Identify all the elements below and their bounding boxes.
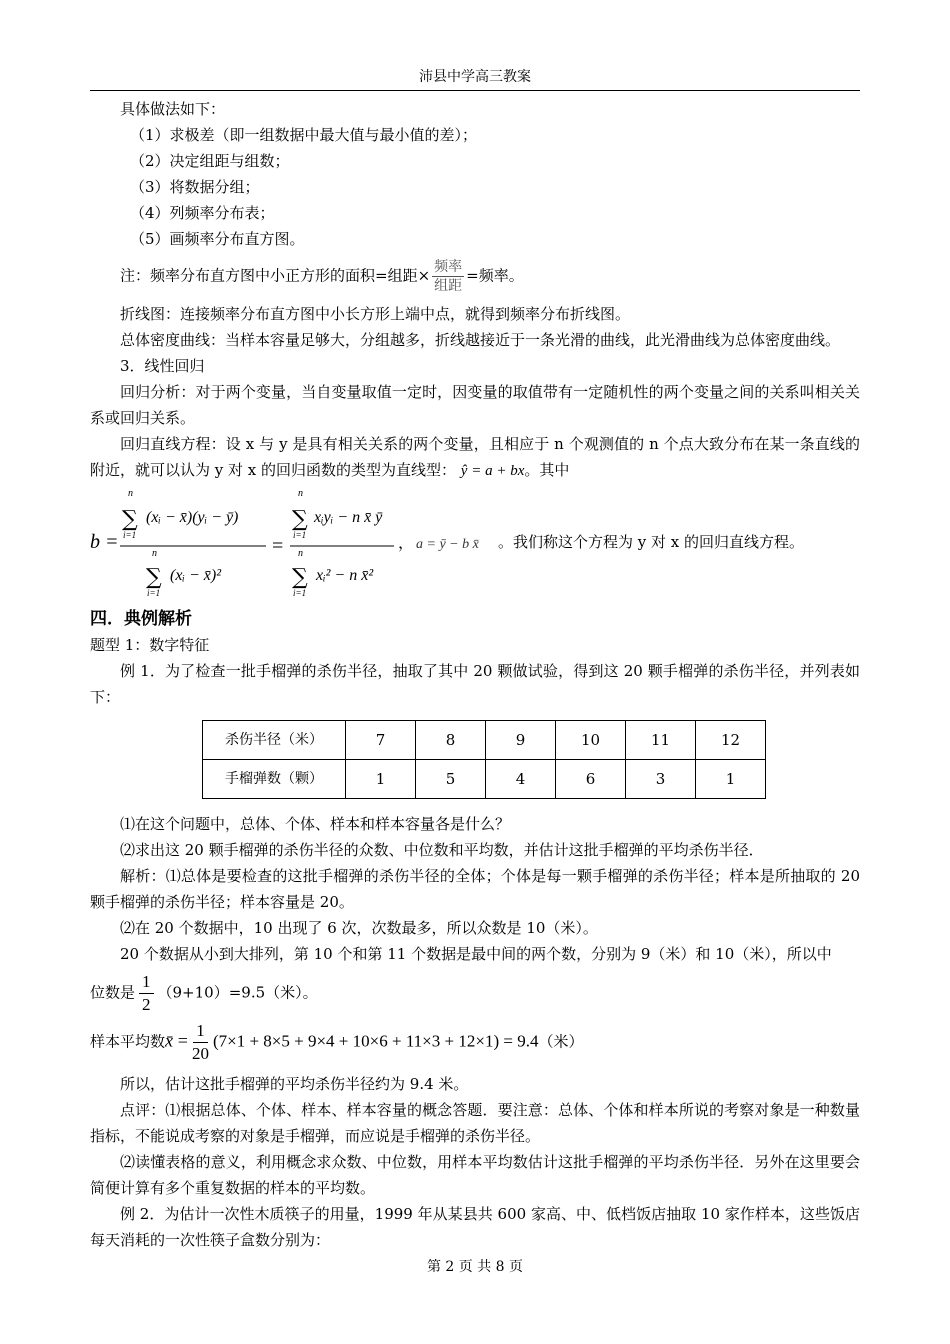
sum-top: n (298, 488, 303, 499)
median-fraction (139, 971, 154, 1016)
solution-1: 解析：⑴总体是要检查的这批手榴弹的杀伤半径的全体；个体是每一颗手榴弹的杀伤半径；样本是所抽取的 20 颗手榴弹的杀伤半径；样本容量是 20。 (90, 867, 860, 911)
table-cell: 4 (486, 760, 556, 799)
table-cell: 1 (696, 760, 766, 799)
polyline-paragraph: 折线图：连接频率分布直方图中小长方形上端中点，就得到频率分布折线图。 (120, 305, 631, 323)
solution-3: 20 个数据从小到大排列，第 10 个和第 11 个数据是最中间的两个数，分别为 9（米）和 10（米），所以中 (120, 945, 832, 963)
regression-line-paragraph (90, 431, 860, 484)
regression-formula-svg (90, 488, 860, 598)
comment-2: ⑵读懂表格的意义，利用概念求众数、中位数，用样本平均数估计这批手榴弹的平均杀伤半径．另外在这里要会简便计算有多个重复数据的样本的平均数。 (90, 1153, 860, 1197)
table-row-label: 手榴弹数（颗） (203, 760, 346, 799)
sum-bottom: i=1 (123, 530, 137, 540)
note-fraction (432, 258, 464, 295)
mean-prefix: 样本平均数 (90, 1032, 166, 1051)
median-prefix: 位数是 (90, 983, 136, 1002)
regression-title: 3．线性回归 (120, 357, 205, 375)
sigma-symbol: ∑ (122, 507, 138, 532)
mean-fraction (192, 1020, 209, 1065)
sum-top: n (128, 488, 133, 499)
formula-b-lhs: b = (90, 531, 119, 553)
table-cell: 9 (486, 721, 556, 760)
page-header: 沛县中学高三教案 (90, 66, 860, 91)
formula-num1: (xᵢ − x̄)(yᵢ − ȳ) (146, 509, 239, 526)
sigma-symbol: ∑ (146, 565, 162, 590)
mean-unit: （米） (538, 1032, 584, 1051)
question-2: ⑵求出这 20 颗手榴弹的杀伤半径的众数、中位数和平均数，并估计这批手榴弹的平均杀伤半径． (120, 841, 764, 859)
note-prefix: 注：频率分布直方图中小正方形的面积=组距× (120, 266, 431, 285)
regression-line-text: 回归直线方程：设 x 与 y 是具有相关关系的两个变量，且相应于 n 个观测值的 n 个点大致分布在某一条直线的附近，就可以认为 y 对 x 的回归函数的类型为直线型： (90, 435, 860, 479)
sum-bottom: i=1 (147, 588, 161, 598)
table-cell: 11 (626, 721, 696, 760)
sum-top: n (298, 548, 303, 559)
density-paragraph: 总体密度曲线：当样本容量足够大，分组越多，折线越接近于一条光滑的曲线，此光滑曲线为总体密度曲线。 (120, 331, 841, 349)
note-line (90, 258, 860, 295)
table-cell: 1 (346, 760, 416, 799)
table-cell: 10 (556, 721, 626, 760)
example-1: 例 1．为了检查一批手榴弹的杀伤半径，抽取了其中 20 颗做试验，得到这 20 颗手榴弹的杀伤半径，并列表如下： (90, 662, 860, 706)
page-footer: 第 2 页 共 8 页 (426, 1259, 524, 1275)
regression-line-tail: 。其中 (524, 461, 570, 479)
table-cell: 12 (696, 721, 766, 760)
regression-formula-block (90, 488, 860, 598)
step-item: （2）决定组距与组数； (130, 152, 290, 170)
question-1: ⑴在这个问题中，总体、个体、样本和样本容量各是什么？ (120, 815, 511, 833)
sum-top: n (152, 548, 157, 559)
regression-line-formula: ŷ = a + bx (460, 463, 525, 479)
step-item: （4）列频率分布表； (130, 204, 275, 222)
solution-4 (90, 971, 860, 1016)
step-item: （5）画频率分布直方图。 (130, 230, 305, 248)
table-cell: 6 (556, 760, 626, 799)
sigma-symbol: ∑ (292, 507, 308, 532)
formula-a: a = ȳ − b x̄ (416, 537, 479, 552)
median-frac-num: 1 (139, 971, 154, 994)
mean-equals: = (177, 1030, 188, 1051)
formula-den1: (xᵢ − x̄)² (170, 567, 221, 584)
equals-sign: = (272, 535, 284, 557)
solution-5: 所以，估计这批手榴弹的平均杀伤半径约为 9.4 米。 (120, 1075, 469, 1093)
page-content (90, 96, 860, 1253)
median-frac-den: 2 (142, 995, 151, 1014)
step-item: （3）将数据分组； (130, 178, 260, 196)
comment-1: 点评：⑴根据总体、个体、样本、样本容量的概念答题．要注意：总体、个体和样本所说的考察对象是一种数量指标，不能说成考察的对象是手榴弹，而应说是手榴弹的杀伤半径。 (90, 1101, 860, 1145)
table-row-label: 杀伤半径（米） (203, 721, 346, 760)
mean-line (90, 1020, 860, 1065)
table-cell: 8 (416, 721, 486, 760)
table-cell: 7 (346, 721, 416, 760)
formula-num2: xᵢyᵢ − n x̄ ȳ (314, 509, 383, 526)
sum-bottom: i=1 (293, 588, 307, 598)
steps-intro: 具体做法如下： (120, 100, 226, 118)
formula-den2: xᵢ² − n x̄² (316, 567, 374, 584)
sigma-symbol: ∑ (292, 565, 308, 590)
example-2: 例 2．为估计一次性木质筷子的用量，1999 年从某县共 600 家高、中、低档饭店抽取 10 家作样本，这些饭店每天消耗的一次性筷子盒数分别为： (90, 1205, 860, 1249)
mean-frac-num: 1 (193, 1020, 208, 1043)
regression-analysis: 回归分析：对于两个变量，当自变量取值一定时，因变量的取值带有一定随机性的两个变量之间的关系叫相关关系或回归关系。 (90, 383, 860, 427)
mean-frac-den: 20 (191, 1044, 209, 1063)
median-suffix: （9+10）=9.5（米）。 (157, 983, 318, 1002)
data-table (202, 720, 766, 799)
question-type: 题型 1：数字特征 (90, 636, 210, 654)
table-cell: 3 (626, 760, 696, 799)
step-item: （1）求极差（即一组数据中最大值与最小值的差）； (130, 126, 478, 144)
section-title: 四．典例解析 (90, 609, 192, 629)
solution-2: ⑵在 20 个数据中，10 出现了 6 次，次数最多，所以众数是 10（米）。 (120, 919, 598, 937)
mean-variable: x̄ (165, 1030, 174, 1051)
note-frac-den: 组距 (434, 278, 463, 294)
comma: ， (398, 535, 415, 552)
sum-bottom: i=1 (293, 530, 307, 540)
table-row (203, 760, 766, 799)
table-row (203, 721, 766, 760)
note-suffix: =频率。 (466, 266, 524, 285)
table-cell: 5 (416, 760, 486, 799)
mean-body: (7×1 + 8×5 + 9×4 + 10×6 + 11×3 + 12×1) = 9.4 (212, 1031, 539, 1051)
formula-tail: 。我们称这个方程为 y 对 x 的回归直线方程。 (498, 533, 805, 551)
note-frac-num: 频率 (434, 259, 463, 275)
